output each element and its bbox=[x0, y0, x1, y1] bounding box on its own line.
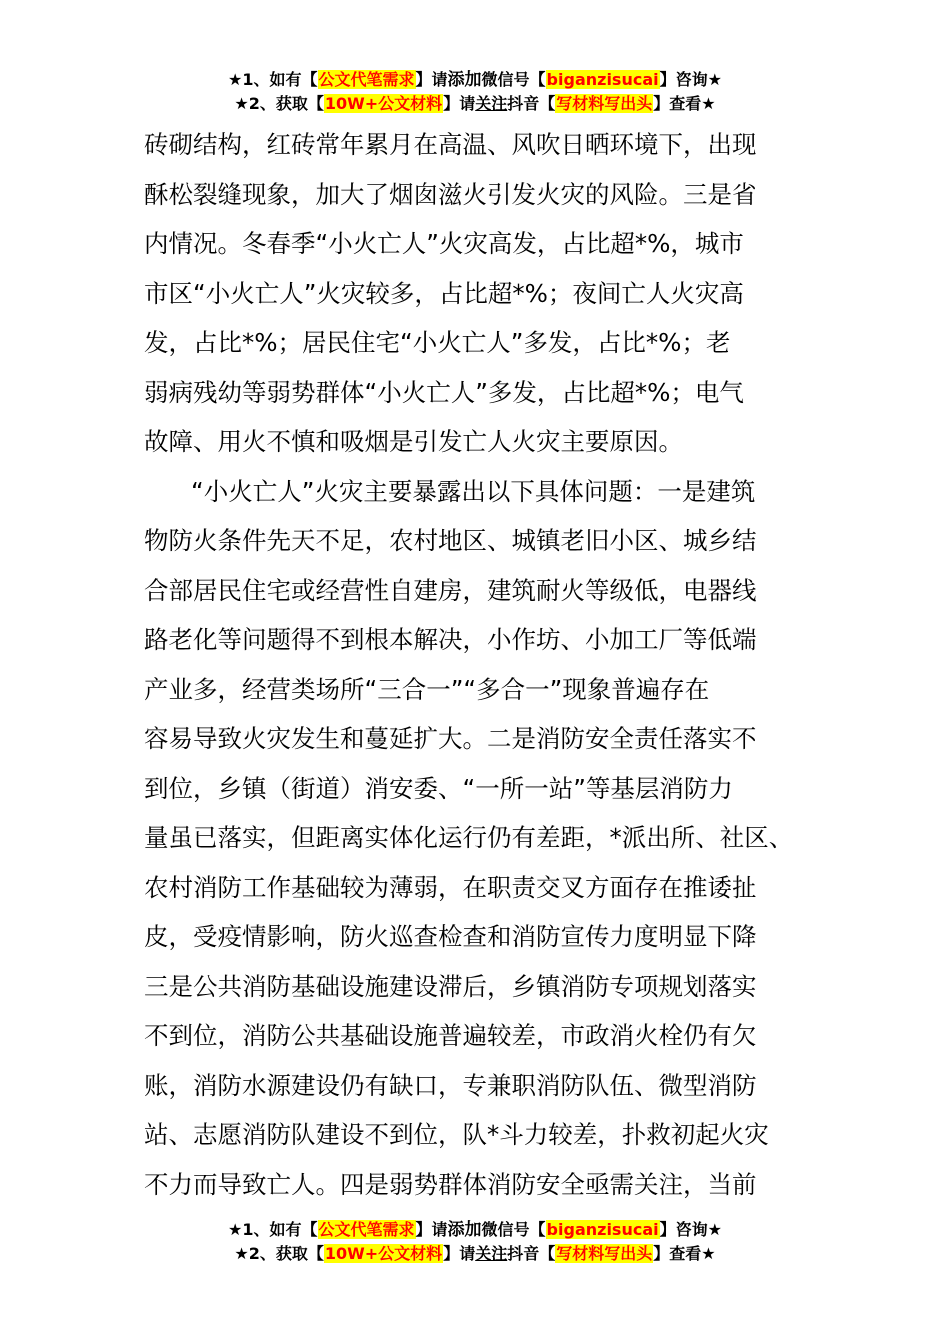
highlight-label: 10W+公文材料 bbox=[324, 1244, 443, 1263]
wechat-id: biganzisucai bbox=[546, 1220, 659, 1239]
banner-line-2: ★2、获取【10W+公文材料】请关注抖音【写材料写出头】查看★ bbox=[234, 1244, 716, 1263]
text-line: 皮，受疫情影响，防火巡查检查和消防宣传力度明显下降 bbox=[144, 922, 757, 951]
text-line: 不力而导致亡人。四是弱势群体消防安全亟需关注，当前 bbox=[144, 1169, 757, 1199]
document-body bbox=[144, 120, 824, 1209]
douyin-account: 写材料写出头 bbox=[556, 94, 653, 113]
text-line: 到位，乡镇（街道）消安委、“一所一站”等基层消防力 bbox=[144, 773, 733, 803]
text-line: 内情况。冬春季“小火亡人”火灾高发，占比超*%，城市 bbox=[144, 229, 744, 258]
header-banner bbox=[0, 68, 950, 116]
text-line: 量虽已落实，但距离实体化运行仍有差距，*派出所、社区、 bbox=[144, 823, 794, 852]
text-line: 产业多，经营类场所“三合一”“多合一”现象普遍存在 bbox=[144, 674, 710, 704]
text-line: 砖砌结构，红砖常年累月在高温、风吹日晒环境下，出现 bbox=[144, 130, 757, 159]
footer-banner bbox=[0, 1218, 950, 1266]
text-line: 站、志愿消防队建设不到位，队*斗力较差，扑救初起火灾 bbox=[144, 1120, 769, 1149]
text-line: 账，消防水源建设仍有缺口，专兼职消防队伍、微型消防 bbox=[144, 1070, 757, 1100]
banner-line-2: ★2、获取【10W+公文材料】请关注抖音【写材料写出头】查看★ bbox=[234, 94, 716, 113]
text-line: 不到位，消防公共基础设施普遍较差，市政消火栓仍有欠 bbox=[144, 1021, 757, 1050]
highlight-label: 公文代笔需求 bbox=[318, 70, 415, 89]
highlight-label: 10W+公文材料 bbox=[324, 94, 443, 113]
text-line: 物防火条件先天不足，农村地区、城镇老旧小区、城乡结 bbox=[144, 526, 757, 555]
text-line: 故障、用火不慎和吸烟是引发亡人火灾主要原因。 bbox=[144, 427, 683, 456]
banner-line-1: ★1、如有【公文代笔需求】请添加微信号【biganzisucai】咨询★ bbox=[228, 1220, 722, 1240]
text-line: 农村消防工作基础较为薄弱，在职责交叉方面存在推诿扯 bbox=[144, 872, 757, 902]
paragraph-start-line: “小火亡人”火灾主要暴露出以下具体问题：一是建筑 bbox=[191, 476, 756, 506]
text-line: 合部居民住宅或经营性自建房，建筑耐火等级低，电器线 bbox=[144, 575, 757, 605]
text-line: 市区“小火亡人”火灾较多，占比超*%；夜间亡人火灾高 bbox=[144, 278, 744, 308]
douyin-account: 写材料写出头 bbox=[556, 1244, 653, 1263]
text-line: 三是公共消防基础设施建设滞后，乡镇消防专项规划落实 bbox=[144, 971, 757, 1001]
highlight-label: 公文代笔需求 bbox=[318, 1220, 415, 1239]
wechat-id: biganzisucai bbox=[546, 70, 659, 89]
text-line: 弱病残幼等弱势群体“小火亡人”多发，占比超*%；电气 bbox=[144, 377, 744, 407]
banner-line-1: ★1、如有【公文代笔需求】请添加微信号【biganzisucai】咨询★ bbox=[228, 70, 722, 90]
text-line: 容易导致火灾发生和蔓延扩大。二是消防安全责任落实不 bbox=[144, 724, 757, 753]
text-line: 路老化等问题得不到根本解决，小作坊、小加工厂等低端 bbox=[144, 625, 757, 654]
text-line: 发，占比*%；居民住宅“小火亡人”多发，占比*%；老 bbox=[144, 328, 731, 357]
text-line: 酥松裂缝现象，加大了烟囱滋火引发火灾的风险。三是省 bbox=[144, 179, 757, 209]
